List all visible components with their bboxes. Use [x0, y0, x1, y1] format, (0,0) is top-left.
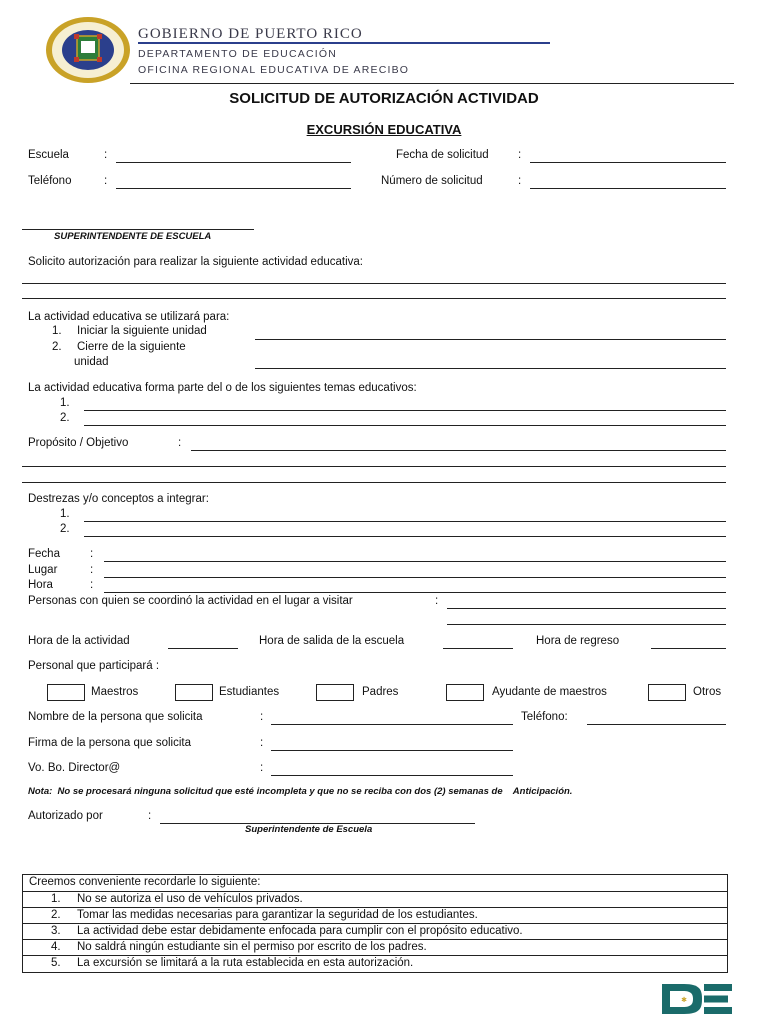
ayudante-label: Ayudante de maestros: [492, 686, 607, 698]
personas-line-2[interactable]: [447, 624, 726, 625]
numero-solicitud-field[interactable]: [530, 188, 726, 189]
item-number: 1.: [52, 325, 62, 337]
solicito-line-2[interactable]: [22, 298, 726, 299]
solicito-label: Solicito autorización para realizar la siguiente actividad educativa:: [28, 256, 363, 268]
item-number: 2.: [60, 523, 70, 535]
reminder-text: La excursión se limitará a la ruta establecida en esta autorización.: [77, 957, 414, 969]
reminder-row: [23, 908, 727, 924]
firma-field[interactable]: [271, 750, 513, 751]
reminder-row: [23, 940, 727, 956]
colon: :: [435, 595, 439, 607]
vobo-label: Vo. Bo. Director@: [28, 762, 121, 774]
hora-field[interactable]: [104, 592, 726, 593]
colon: :: [90, 548, 94, 560]
form-subtitle: EXCURSIÓN EDUCATIVA: [306, 122, 462, 137]
colon: :: [518, 149, 522, 161]
hora-actividad-field[interactable]: [168, 648, 238, 649]
estudiantes-label: Estudiantes: [219, 686, 280, 698]
colon: :: [104, 149, 108, 161]
header-office: OFICINA REGIONAL EDUCATIVA DE ARECIBO: [138, 64, 410, 76]
hora-regreso-label: Hora de regreso: [536, 635, 620, 647]
fecha-solicitud-field[interactable]: [530, 162, 726, 163]
estudiantes-checkbox[interactable]: [175, 684, 213, 701]
numero-solicitud-label: Número de solicitud: [381, 175, 483, 187]
utilizara-line-2[interactable]: [255, 368, 726, 369]
colon: :: [518, 175, 522, 187]
colon: :: [90, 564, 94, 576]
proposito-field[interactable]: [191, 450, 726, 451]
superintendente-label: SUPERINTENDENTE DE ESCUELA: [54, 231, 212, 242]
vobo-field[interactable]: [271, 775, 513, 776]
de-logo: [658, 980, 734, 1018]
item-number: 2.: [60, 412, 70, 424]
fecha-label: Fecha: [28, 548, 60, 560]
reminder-row: [23, 924, 727, 940]
proposito-line-3[interactable]: [22, 482, 726, 483]
colon: :: [178, 437, 182, 449]
reminders-heading: Creemos conveniente recordarle lo siguiente:: [29, 876, 261, 888]
reminder-text: La actividad debe estar debidamente enfocada para cumplir con el propósito educativo.: [77, 925, 523, 937]
reminder-number: 2.: [51, 909, 61, 921]
firma-label: Firma de la persona que solicita: [28, 737, 191, 749]
escuela-field[interactable]: [116, 162, 351, 163]
colon: :: [148, 810, 152, 822]
reminder-number: 3.: [51, 925, 61, 937]
temas-line-1[interactable]: [84, 410, 726, 411]
colon: :: [260, 737, 264, 749]
nombre-label: Nombre de la persona que solicita: [28, 711, 203, 723]
padres-checkbox[interactable]: [316, 684, 354, 701]
reminder-text: No se autoriza el uso de vehículos privados.: [77, 893, 303, 905]
utilizara-item-1: Iniciar la siguiente unidad: [77, 325, 207, 337]
reminder-text: Tomar las medidas necesarias para garantizar la seguridad de los estudiantes.: [77, 909, 478, 921]
personas-label: Personas con quien se coordinó la actividad en el lugar a visitar: [28, 595, 353, 607]
otros-checkbox[interactable]: [648, 684, 686, 701]
fecha-solicitud-label: Fecha de solicitud: [396, 149, 489, 161]
lugar-label: Lugar: [28, 564, 58, 576]
destrezas-heading: Destrezas y/o conceptos a integrar:: [28, 493, 209, 505]
svg-text:✱: ✱: [681, 996, 687, 1004]
maestros-label: Maestros: [91, 686, 139, 698]
header-department: DEPARTAMENTO DE EDUCACIÓN: [138, 48, 337, 60]
padres-label: Padres: [362, 686, 399, 698]
superintendente-signature-line[interactable]: [22, 229, 254, 230]
item-number: 1.: [60, 397, 70, 409]
utilizara-item-2: Cierre de la siguiente: [77, 341, 186, 353]
reminder-number: 4.: [51, 941, 61, 953]
colon: :: [260, 762, 264, 774]
autorizado-label: Autorizado por: [28, 810, 103, 822]
telefono-label: Teléfono: [28, 175, 72, 187]
lugar-field[interactable]: [104, 577, 726, 578]
proposito-line-2[interactable]: [22, 466, 726, 467]
proposito-label: Propósito / Objetivo: [28, 437, 129, 449]
header-government: GOBIERNO DE PUERTO RICO: [138, 26, 363, 42]
reminder-row: [23, 892, 727, 908]
item-number: 2.: [52, 341, 62, 353]
colon: :: [260, 711, 264, 723]
utilizara-heading: La actividad educativa se utilizará para:: [28, 311, 230, 323]
utilizara-item-2-cont: unidad: [74, 356, 109, 368]
reminder-text: No saldrá ningún estudiante sin el permiso por escrito de los padres.: [77, 941, 427, 953]
hora-salida-label: Hora de salida de la escuela: [259, 635, 405, 647]
personas-field[interactable]: [447, 608, 726, 609]
reminder-number: 5.: [51, 957, 61, 969]
destrezas-line-2[interactable]: [84, 536, 726, 537]
header-bottom-rule: [130, 83, 734, 84]
header-rule: [138, 42, 550, 44]
reminders-heading-row: [23, 875, 727, 892]
destrezas-line-1[interactable]: [84, 521, 726, 522]
telefono-solicitante-label: Teléfono:: [521, 711, 568, 723]
utilizara-line-1[interactable]: [255, 339, 726, 340]
nombre-field[interactable]: [271, 724, 513, 725]
telefono-solicitante-field[interactable]: [587, 724, 726, 725]
reminder-number: 1.: [51, 893, 61, 905]
escuela-label: Escuela: [28, 149, 69, 161]
reminder-row: [23, 956, 727, 971]
temas-heading: La actividad educativa forma parte del o de los siguientes temas educativos:: [28, 382, 417, 394]
item-number: 1.: [60, 508, 70, 520]
maestros-checkbox[interactable]: [47, 684, 85, 701]
ayudante-checkbox[interactable]: [446, 684, 484, 701]
colon: :: [104, 175, 108, 187]
fecha-field[interactable]: [104, 561, 726, 562]
temas-line-2[interactable]: [84, 425, 726, 426]
form-title: SOLICITUD DE AUTORIZACIÓN ACTIVIDAD: [229, 90, 539, 107]
hora-actividad-label: Hora de la actividad: [28, 635, 130, 647]
telefono-field[interactable]: [116, 188, 351, 189]
autorizado-sub-label: Superintendente de Escuela: [245, 824, 373, 835]
colon: :: [90, 579, 94, 591]
otros-label: Otros: [693, 686, 722, 698]
hora-salida-field[interactable]: [443, 648, 513, 649]
solicito-line-1[interactable]: [22, 283, 726, 284]
nota-text: Nota: No se procesará ninguna solicitud que esté incompleta y que no se reciba con dos (2) semanas de Anticipación.: [28, 786, 573, 797]
reminders-box: [22, 874, 728, 973]
hora-label: Hora: [28, 579, 53, 591]
government-seal: [44, 16, 132, 84]
personal-heading: Personal que participará :: [28, 660, 160, 672]
hora-regreso-field[interactable]: [651, 648, 726, 649]
